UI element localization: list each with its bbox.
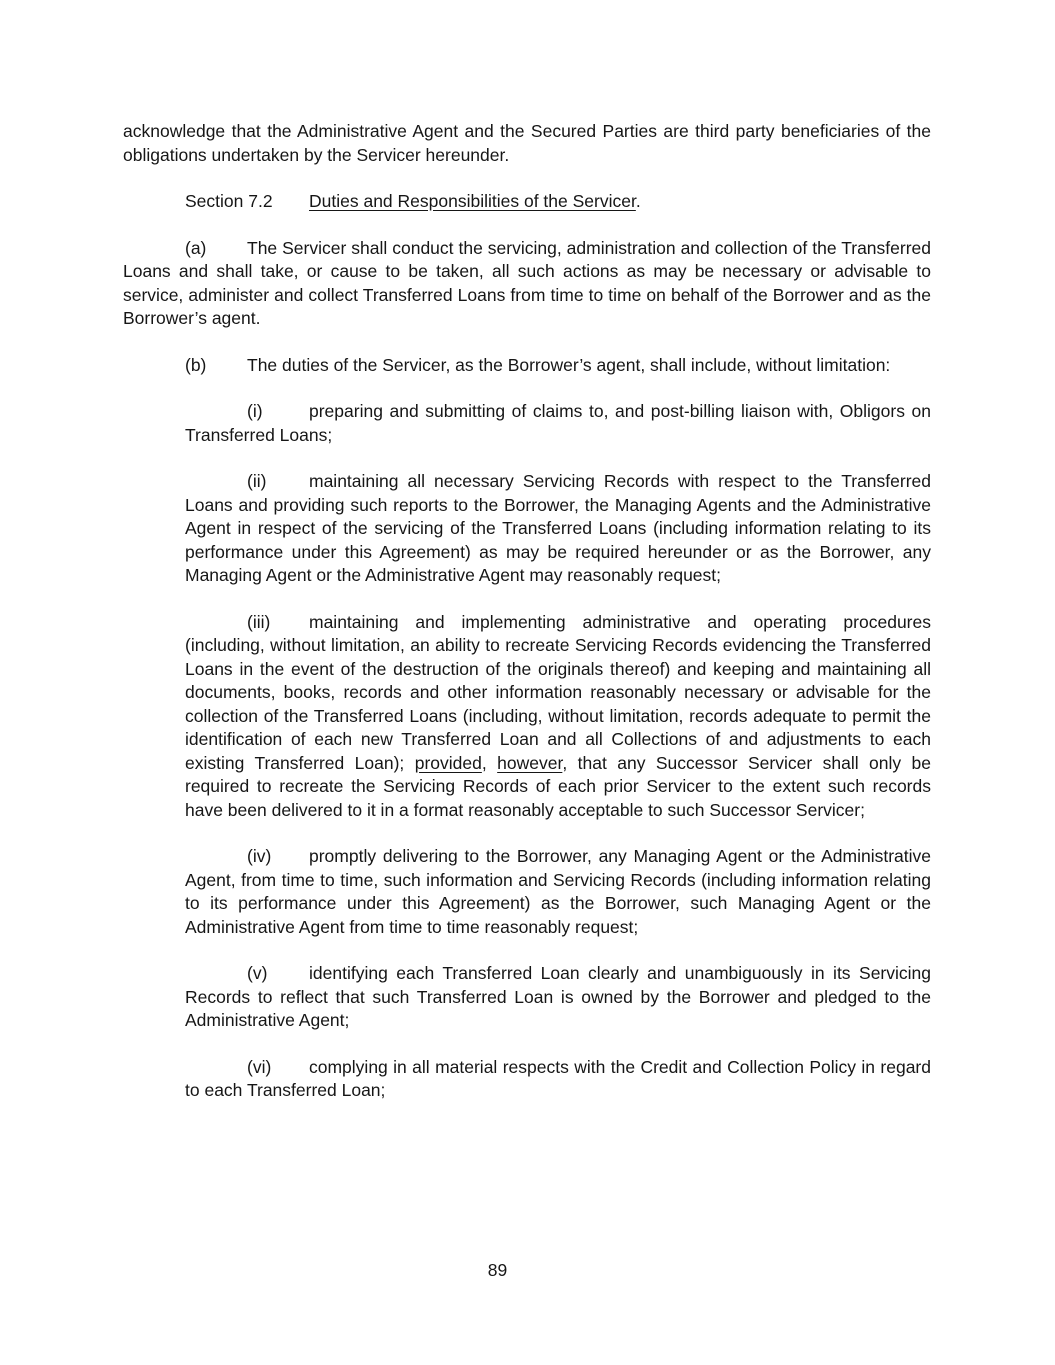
list-item-iii xyxy=(185,611,931,823)
paragraph-a-marker: (a) xyxy=(185,237,207,258)
paragraph-b-marker: (b) xyxy=(185,354,207,375)
list-item-vi-marker: (vi) xyxy=(247,1056,272,1077)
section-title-period: . xyxy=(635,191,641,211)
list-item-v-text: identifying each Transferred Loan clearly and unambiguously in its Servicing Records to reflect that such Transferred Loan is owned by the Borrower and pledged to the Administrative Agent; xyxy=(185,963,931,1030)
list-item-i-text: preparing and submitting of claims to, and post-billing liaison with, Obligors on Transferred Loans; xyxy=(185,401,931,445)
list-item-iii-underline2: however xyxy=(497,752,563,773)
section-label: Section 7.2 xyxy=(185,191,273,211)
list-item-ii-text: maintaining all necessary Servicing Records with respect to the Transferred Loans and providing such reports to the Borrower, the Managing Agents and the Administrative Agent in respect of the servicing of the Transferred Loans (including information relating to its performance under this Agreement) as may be required hereunder or as the Borrower, any Managing Agent or the Administrative Agent may reasonably request; xyxy=(185,471,931,585)
list-item-v-marker: (v) xyxy=(247,963,268,983)
page-number: 89 xyxy=(487,1260,508,1280)
list-item-iii-post: , that any Successor Servicer shall only be required to recreate the Servicing Records of each prior Servicer to the extent such records have been delivered to it in a format reasonably acceptable to such Successor Servicer; xyxy=(185,752,932,820)
list-item-vi-text: complying in all material respects with the Credit and Collection Policy in regard to each Transferred Loan; xyxy=(185,1056,931,1100)
list-item-ii xyxy=(185,470,931,588)
paragraph-a-text: The Servicer shall conduct the servicing, administration and collection of the Transferred Loans and shall take, or cause to be taken, all such actions as may be necessary or advisable to service, administer and collect Transferred Loans from time to time on behalf of the Borrower and as the Borrower’s agent. xyxy=(123,237,931,328)
intro-text: acknowledge that the Administrative Agent and the Secured Parties are third party beneficiaries of the obligations undertaken by the Servicer hereunder. xyxy=(123,121,931,165)
list-item-ii-marker: (ii) xyxy=(247,471,267,491)
list-item-i-marker: (i) xyxy=(247,401,263,421)
list-item-v xyxy=(185,962,931,1033)
list-item-iii-mid: , xyxy=(481,752,498,773)
paragraph-b xyxy=(123,354,931,378)
intro-paragraph xyxy=(123,120,931,167)
list-item-iv-text: promptly delivering to the Borrower, any Managing Agent or the Administrative Agent, from time to time, such information and Servicing Records (including information relating to its performance under this Agreement) as the Borrower, such Managing Agent or the Administrative Agent from time to time reasonably request; xyxy=(185,846,931,937)
section-heading xyxy=(123,190,931,214)
list-item-iii-marker: (iii) xyxy=(247,611,271,632)
section-title: Duties and Responsibilities of the Servicer xyxy=(309,191,636,211)
paragraph-a xyxy=(123,237,931,331)
list-item-iii-underline1: provided xyxy=(414,752,482,773)
list-item-iv xyxy=(185,845,931,939)
list-item-vi xyxy=(185,1056,931,1103)
list-item-i xyxy=(185,400,931,447)
list-item-iv-marker: (iv) xyxy=(247,846,272,866)
list-item-iii-text: maintaining and implementing administrative and operating procedures (including, without limitation, an ability to recreate Servicing Records evidencing the Transferred Loans in the event of the destruction of the originals thereof) and keeping and maintaining all documents, books, records and other information reasonably necessary or advisable for the collection of the Transferred Loans (including, without limitation, records adequate to permit the identification of each new Transferred Loan and all Collections of and adjustments to each existing Transferred Loan); xyxy=(185,611,931,773)
paragraph-b-text: The duties of the Servicer, as the Borrower’s agent, shall include, without limitation: xyxy=(247,354,891,375)
